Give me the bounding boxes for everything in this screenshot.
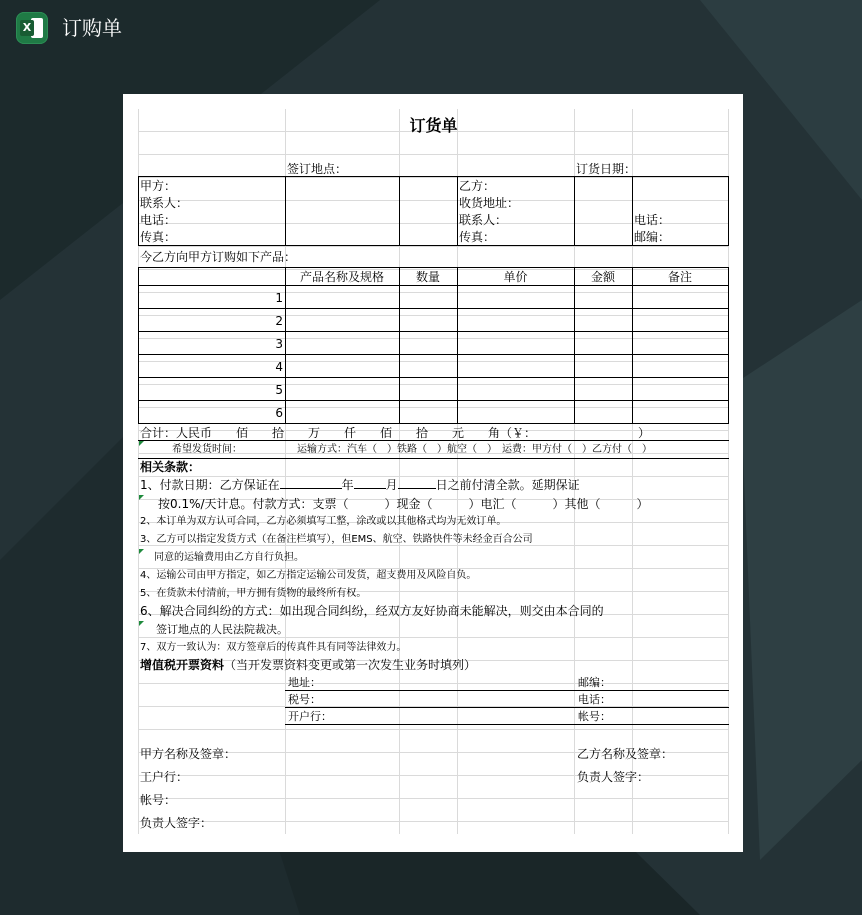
party-a-signature-label: 甲方名称及签章： (140, 747, 237, 761)
term-2: 2、本订单为双方认可合同，乙方必须填写工整，涂改或以其他格式均为无效订单。 (140, 516, 507, 527)
cell-marker-icon (139, 495, 144, 500)
col-header-quantity: 数量 (415, 270, 440, 284)
vat-address-label: 地址： (288, 676, 321, 689)
sign-place-label: 签订地点： (287, 162, 348, 176)
phone-b-label: 电话： (634, 213, 671, 227)
term-1-line-1: 1、付款日期：乙方保证在 年 月 日之前付清全款。延期保证 (140, 478, 580, 492)
vat-postcode-label: 邮编： (578, 676, 611, 689)
vat-account-label: 帐号： (578, 710, 611, 723)
delivery-terms-line: 希望发货时间： 运输方式：汽车（ ）铁路（ ）航空（ ） 运费：甲方付（ ）乙方付（ ） (172, 444, 652, 455)
phone-label: 电话： (140, 213, 177, 227)
row-number: 2 (275, 314, 283, 328)
cell-marker-icon (139, 549, 144, 554)
col-header-remarks: 备注 (667, 270, 692, 284)
row-number: 6 (275, 406, 283, 420)
total-amount-line: 合计：人民币 佰 拾 万 仟 佰 拾 元 角（￥： ） (140, 426, 651, 440)
term-1-line-2: 按0.1%/天计息。付款方式：支票（ ）现金（ ）电汇（ ）其他（ ） (158, 497, 649, 511)
term-4: 4、运输公司由甲方指定，如乙方指定运输公司发货，超支费用及风险自负。 (140, 570, 477, 581)
vat-bank-label: 开户行： (288, 710, 332, 723)
contact-b-label: 联系人： (459, 213, 508, 227)
term-3-line-2: 同意的运输费用由乙方自行负担。 (154, 552, 304, 563)
spreadsheet-grid (138, 109, 729, 834)
party-a-account-label: 帐号： (140, 793, 177, 807)
row-number: 1 (275, 291, 283, 305)
col-header-amount: 金额 (590, 270, 615, 284)
contact-label: 联系人： (140, 196, 189, 210)
row-number: 4 (275, 360, 283, 374)
postcode-label: 邮编： (634, 230, 671, 244)
document-title: 订货单 (409, 116, 458, 135)
cell-marker-icon (139, 441, 144, 446)
vat-tax-number-label: 税号： (288, 693, 321, 706)
term-6-line-2: 签订地点的人民法院裁决。 (156, 623, 288, 636)
party-b-signature-label: 乙方名称及签章： (577, 747, 674, 761)
party-b-label: 乙方： (459, 179, 496, 193)
vat-phone-label: 电话： (578, 693, 611, 706)
app-title: 订购单 (62, 16, 122, 40)
col-header-product: 产品名称及规格 (299, 270, 384, 284)
terms-title: 相关条款： (140, 460, 201, 474)
party-a-person-label: 负责人签字： (140, 816, 213, 830)
excel-icon: X (16, 12, 48, 44)
col-header-unit-price: 单价 (503, 270, 528, 284)
document-page (123, 94, 743, 852)
term-5: 5、在货款未付清前，甲方拥有货物的最终所有权。 (140, 588, 367, 599)
term-3-line-1: 3、乙方可以指定发货方式（在备注栏填写），但EMS、航空、铁路快件等未经金百合公司 (140, 534, 533, 545)
term-7: 7、双方一致认为：双方签章后的传真件具有同等法律效力。 (140, 642, 407, 653)
row-number: 5 (275, 383, 283, 397)
cell-marker-icon (139, 621, 144, 626)
party-a-bank-label: 工户行： (140, 770, 189, 784)
party-a-label: 甲方： (140, 179, 177, 193)
row-number: 3 (275, 337, 283, 351)
border-line (138, 245, 729, 246)
term-6-line-1: 6、解决合同纠纷的方式：如出现合同纠纷，经双方友好协商未能解决，则交由本合同的 (140, 604, 604, 618)
fax-label: 传真： (140, 230, 177, 244)
order-intro: 今乙方向甲方订购如下产品： (140, 250, 297, 264)
party-b-person-label: 负责人签字： (577, 770, 650, 784)
vat-section-title: 增值税开票资料（当开发票资料变更或第一次发生业务时填列） (140, 658, 477, 672)
delivery-address-label: 收货地址： (459, 196, 520, 210)
border-line (138, 176, 729, 177)
order-date-label: 订货日期： (576, 162, 637, 176)
fax-b-label: 传真： (459, 230, 496, 244)
app-header (0, 0, 862, 58)
